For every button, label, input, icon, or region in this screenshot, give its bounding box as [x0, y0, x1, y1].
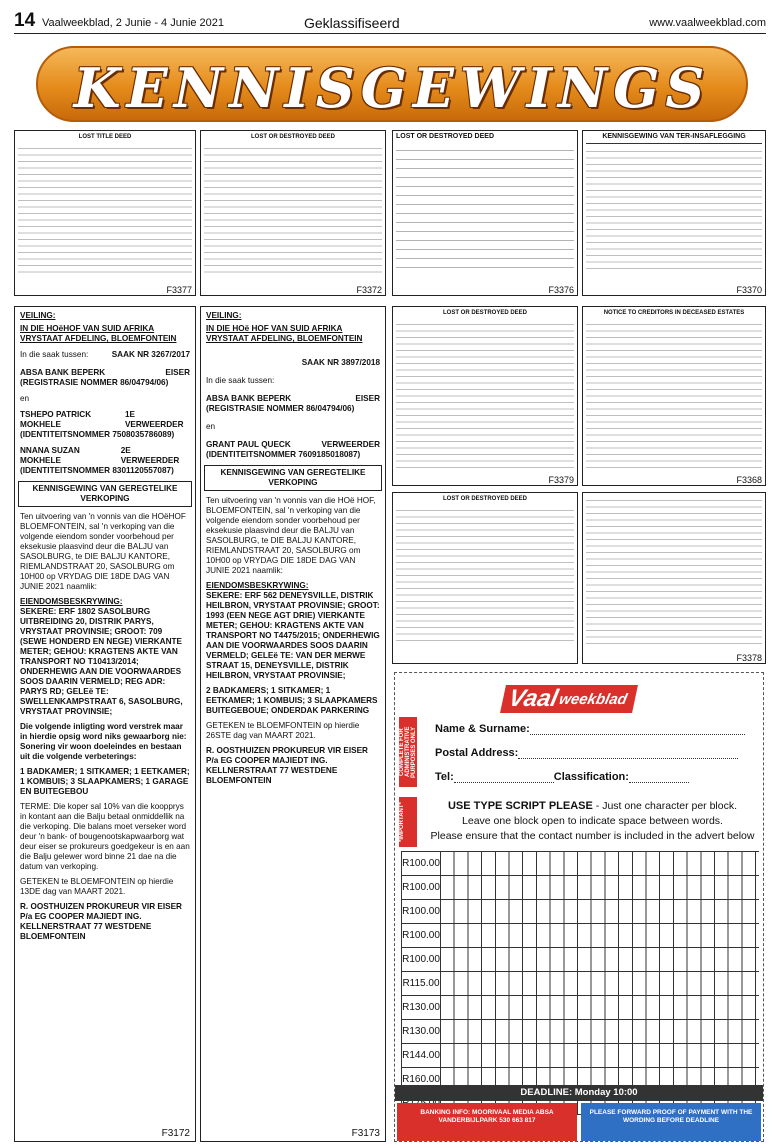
page-number: 14: [14, 10, 36, 31]
notice-lost-deed-1: [200, 130, 386, 296]
row-price: R100.00: [401, 924, 441, 947]
improvements: 1 BADKAMER; 1 SITKAMER; 1 EETKAMER; 1 KOMBUIS; 3 SLAAPKAMERS; 1 GARAGE EN BUITEGEBOU: [20, 767, 190, 796]
notice-heading: VEILING:: [20, 311, 56, 320]
notice-body-text: [204, 144, 382, 274]
row-price: R144.00: [401, 1044, 441, 1067]
notice-body-text: [18, 144, 192, 274]
notice-body: Ten uitvoering van 'n vonnis van die HOë HOF, BLOEMFONTEIN, sal 'n verkoping van die volgende eiendom sonder voorbehoud per eksekusie plaasvind deur die BALJU van SASOLBURG, te DIE BALJU KANTORE, RIEMLANDSTRAAT 20, SASOLBURG om 10H00 op VRYDAG DIE 18DE DAG VAN JUNIE 2021 naamlik:: [206, 496, 376, 575]
property-title: EIENDOMSBESKRYWING:: [20, 597, 123, 606]
row-price: R100.00: [401, 900, 441, 923]
grid-row[interactable]: [401, 971, 759, 995]
attorney-details: R. OOSTHUIZEN PROKUREUR VIR EISER P/a EG COOPER MAJIEDT ING. KELLNERSTRAAT 77 WESTDENE BLOEMFONTEIN: [20, 902, 182, 941]
notice-creditors-deceased: [582, 306, 766, 486]
section-title: Geklassifiseerd: [304, 15, 400, 31]
character-cells[interactable]: [441, 948, 759, 971]
publication-date: Vaalweekblad, 2 Junie - 4 Junie 2021: [42, 17, 225, 29]
sale-notice-bar: KENNISGEWING VAN GEREGTELIKE VERKOPING: [204, 465, 382, 491]
classification-label: Classification:: [553, 771, 629, 783]
notice-lost-title-deed: [14, 130, 196, 296]
character-cells[interactable]: [441, 900, 759, 923]
signoff: GETEKEN te BLOEMFONTEIN op hierdie 13DE dag van MAART 2021.: [20, 877, 174, 896]
tel-label: Tel:: [435, 771, 454, 783]
defendant-id: (IDENTITEITSNOMMER 7609185018087): [206, 450, 361, 459]
deadline-bar: DEADLINE: Monday 10:00: [395, 1085, 763, 1101]
case-label: In die saak tussen:: [206, 376, 275, 385]
form-instructions: [425, 799, 760, 844]
notice-lost-deed-4-cont: [582, 492, 766, 664]
defendant-1-name: TSHEPO PATRICK MOKHELE: [20, 410, 92, 429]
character-cells[interactable]: [441, 924, 759, 947]
notice-ref: F3376: [548, 284, 574, 295]
notice-title: KENNISGEWING VAN TER-INSAFLEGGING: [586, 134, 762, 144]
grid-row[interactable]: [401, 899, 759, 923]
and-text: en: [20, 394, 30, 403]
notice-body-text: [396, 506, 574, 646]
defendant-2-id: (IDENTITEITSNOMMER 8301120557087): [20, 466, 174, 475]
character-grid: [401, 851, 759, 1115]
notice-heading: VEILING:: [206, 311, 242, 320]
kennisgewings-banner: [36, 46, 748, 122]
notice-ref: F3370: [736, 284, 762, 295]
admin-strip: COMPLETE FOR ADMINISTRATIVE PURPOSES ONLY: [399, 717, 417, 787]
banner-title: KENNISGEWINGS: [73, 56, 711, 120]
notice-ter-insaflegging: [582, 130, 766, 296]
website-link[interactable]: www.vaalweekblad.com: [649, 17, 766, 29]
grid-row[interactable]: [401, 875, 759, 899]
important-strip: *IMPORTANT*: [399, 797, 417, 847]
notice-ref: F3372: [356, 284, 382, 295]
name-label: Name & Surname:: [435, 723, 530, 735]
character-cells[interactable]: [441, 852, 759, 875]
character-cells[interactable]: [441, 1044, 759, 1067]
name-field[interactable]: [435, 723, 745, 735]
notice-ref: F3173: [351, 1128, 380, 1139]
grid-row[interactable]: [401, 851, 759, 875]
notice-title: LOST OR DESTROYED DEED: [396, 133, 495, 140]
notice-ref: F3378: [736, 652, 762, 663]
notice-ref: F3379: [548, 474, 574, 485]
defendant-1-id: (IDENTITEITSNOMMER 7508035786089): [20, 430, 175, 439]
row-price: R100.00: [401, 876, 441, 899]
property-description: SEKERE: ERF 562 DENEYSVILLE, DISTRIK HEILBRON, VRYSTAAT PROVINSIE; GROOT: 1993 (EEN NEGE AGT DRIE) VIERKANTE METER; GEHOU: KRAGTENS AKTE VAN TRANSPORT NO T4475/2015; ONDERHEWIG AAN DIE VOORWAARDES SOOS DAARIN VERMELD; GELEë TE: VAN DER MERWE STRAAT 15, DENEYSVILLE, DISTRIK HEILBRON, VRYSTAAT PROVINSIE;: [206, 591, 380, 680]
notice-title: LOST OR DESTROYED DEED: [442, 496, 527, 502]
row-price: R100.00: [401, 852, 441, 875]
notice-body-text: [586, 147, 762, 273]
character-cells[interactable]: [441, 972, 759, 995]
sale-notice-bar: KENNISGEWING VAN GEREGTELIKE VERKOPING: [18, 481, 192, 507]
property-description: SEKERE: ERF 1802 SASOLBURG UITBREIDING 20, DISTRIK PARYS, VRYSTAAT PROVINSIE; GROOT: 709 (SEWE HONDERD EN NEGE) VIERKANTE METER; GEHOU: KRAGTENS AKTE VAN TRANSPORT NO T10413/2014; ONDERHEWIG AAN DIE VOORWAARDES SOOS DAARIN VERMELD; REG ADR: PARYS RD; GELEë TE: SWELLENKAMPSTRAAT 6, SASOLBURG, VRYSTAAT PROVINSIE;: [20, 607, 183, 716]
classified-order-form: [394, 672, 764, 1142]
auction-notice-left: [14, 306, 196, 1142]
notice-lost-deed-3: [392, 306, 578, 486]
grid-row[interactable]: [401, 947, 759, 971]
attorney-details: R. OOSTHUIZEN PROKUREUR VIR EISER P/a EG COOPER MAJIEDT ING. KELLNERSTRAAT 77 WESTDENE BLOEMFONTEIN: [206, 746, 368, 785]
plaintiff-role: EISER: [355, 394, 380, 403]
defendant-name: GRANT PAUL QUECK: [206, 440, 291, 449]
case-label: In die saak tussen:: [20, 350, 89, 359]
grid-row[interactable]: [401, 1019, 759, 1043]
grid-row[interactable]: [401, 995, 759, 1019]
plaintiff-role: EISER: [165, 368, 190, 377]
notice-title: LOST TITLE DEED: [78, 134, 132, 140]
court-name: IN DIE HOëHOF VAN SUID AFRIKA VRYSTAAT AFDELING, BLOEMFONTEIN: [20, 324, 177, 343]
character-cells[interactable]: [441, 996, 759, 1019]
proof-of-payment-info: PLEASE FORWARD PROOF OF PAYMENT WITH THE WORDING BEFORE DEADLINE: [581, 1103, 761, 1141]
logo-sub: weekblad: [557, 690, 629, 708]
notice-title: LOST OR DESTROYED DEED: [442, 310, 527, 316]
instruction-spacing: Leave one block open to indicate space between words.: [462, 815, 723, 827]
grid-row[interactable]: [401, 923, 759, 947]
notice-ref: F3172: [161, 1128, 190, 1139]
notice-title: LOST OR DESTROYED DEED: [250, 134, 335, 140]
auction-notice-middle: [200, 306, 386, 1142]
and-text: en: [206, 422, 216, 431]
notice-body-text: [586, 496, 762, 646]
defendant-2-role: 2E VERWEERDER: [120, 446, 180, 465]
character-cells[interactable]: [441, 1020, 759, 1043]
notice-body-text: [396, 320, 574, 470]
instruction-contact: Please ensure that the contact number is included in the advert below: [430, 830, 755, 842]
vaalweekblad-logo: [500, 685, 638, 713]
tel-field[interactable]: [435, 771, 689, 783]
case-number: SAAK NR 3267/2017: [111, 350, 190, 359]
address-label: Postal Address:: [435, 747, 519, 759]
signoff: GETEKEN te BLOEMFONTEIN op hierdie 26STE dag van MAART 2021.: [206, 721, 360, 740]
row-price: R100.00: [401, 948, 441, 971]
case-number: SAAK NR 3897/2018: [301, 358, 380, 367]
notice-ref: F3368: [736, 474, 762, 485]
banking-info: BANKING INFO: MOORIVAAL MEDIA ABSA VANDERBIJLPARK 530 663 817: [397, 1103, 577, 1141]
defendant-2-name: NNANA SUZAN MOKHELE: [20, 446, 80, 465]
logo-main: Vaal: [506, 685, 561, 712]
grid-row[interactable]: [401, 1043, 759, 1067]
sale-terms: TERME: Die koper sal 10% van die koopprys in kontant aan die Balju betaal onmiddellik na die verkoping. Die balans moet verseker word deur 'n bank- of bougenootskapwaarborg wat deur eiser se prokureurs goedgekeur is en aan die Balju gelewer word binne 21 dae na die datum van verkoping.: [20, 802, 190, 871]
notice-lost-deed-4: [392, 492, 578, 664]
page-header: [14, 12, 766, 34]
plaintiff-name: ABSA BANK BEPERK: [206, 394, 292, 403]
notice-ref: F3377: [166, 284, 192, 295]
notice-body: Ten uitvoering van 'n vonnis van die HOëHOF BLOEMFONTEIN, sal 'n verkoping van die volgende eiendom sonder voorbehoud per eksekusie plaasvind deur die BALJU van SASOLBURG, te DIE BALJU KANTORE, RIEMLANDSTRAAT 20, SASOLBURG om 10H00 op VRYDAG DIE 18DE DAG VAN JUNIE 2021 naamlik:: [20, 512, 186, 591]
instruction-main-rest: - Just one character per block.: [592, 800, 738, 812]
row-price: R130.00: [401, 996, 441, 1019]
court-name: IN DIE HOë HOF VAN SUID AFRIKA VRYSTAAT AFDELING, BLOEMFONTEIN: [206, 324, 363, 343]
defendant-role: VERWEERDER: [321, 440, 380, 449]
notice-lost-deed-2: [392, 130, 578, 296]
row-price: R115.00: [401, 972, 441, 995]
notice-title: NOTICE TO CREDITORS IN DECEASED ESTATES: [603, 310, 745, 316]
plaintiff-name: ABSA BANK BEPERK: [20, 368, 106, 377]
character-cells[interactable]: [441, 876, 759, 899]
plaintiff-registration: (REGISTRASIE NOMMER 86/04794/06): [206, 404, 355, 413]
defendant-1-role: 1E VERWEERDER: [124, 410, 184, 429]
notice-body-text: [396, 144, 574, 270]
information-disclaimer: Die volgende inligting word verstrek maar in hierdie opsig word niks gewaarborg nie: Sonering vir woon doeleindes en bestaan uit die volgende verbeterings:: [20, 722, 187, 761]
address-field[interactable]: [435, 747, 738, 759]
notice-body-text: [586, 320, 762, 470]
row-price: R160.00: [401, 1068, 441, 1091]
property-title: EIENDOMSBESKRYWING:: [206, 581, 309, 590]
plaintiff-registration: (REGISTRASIE NOMMER 86/04794/06): [20, 378, 169, 387]
row-price: R130.00: [401, 1020, 441, 1043]
improvements: 2 BADKAMERS; 1 SITKAMER; 1 EETKAMER; 1 KOMBUIS; 3 SLAAPKAMERS BUITEGEBOUE; ONDERDAK PARKERING: [206, 686, 378, 715]
instruction-main: USE TYPE SCRIPT PLEASE: [447, 800, 593, 812]
